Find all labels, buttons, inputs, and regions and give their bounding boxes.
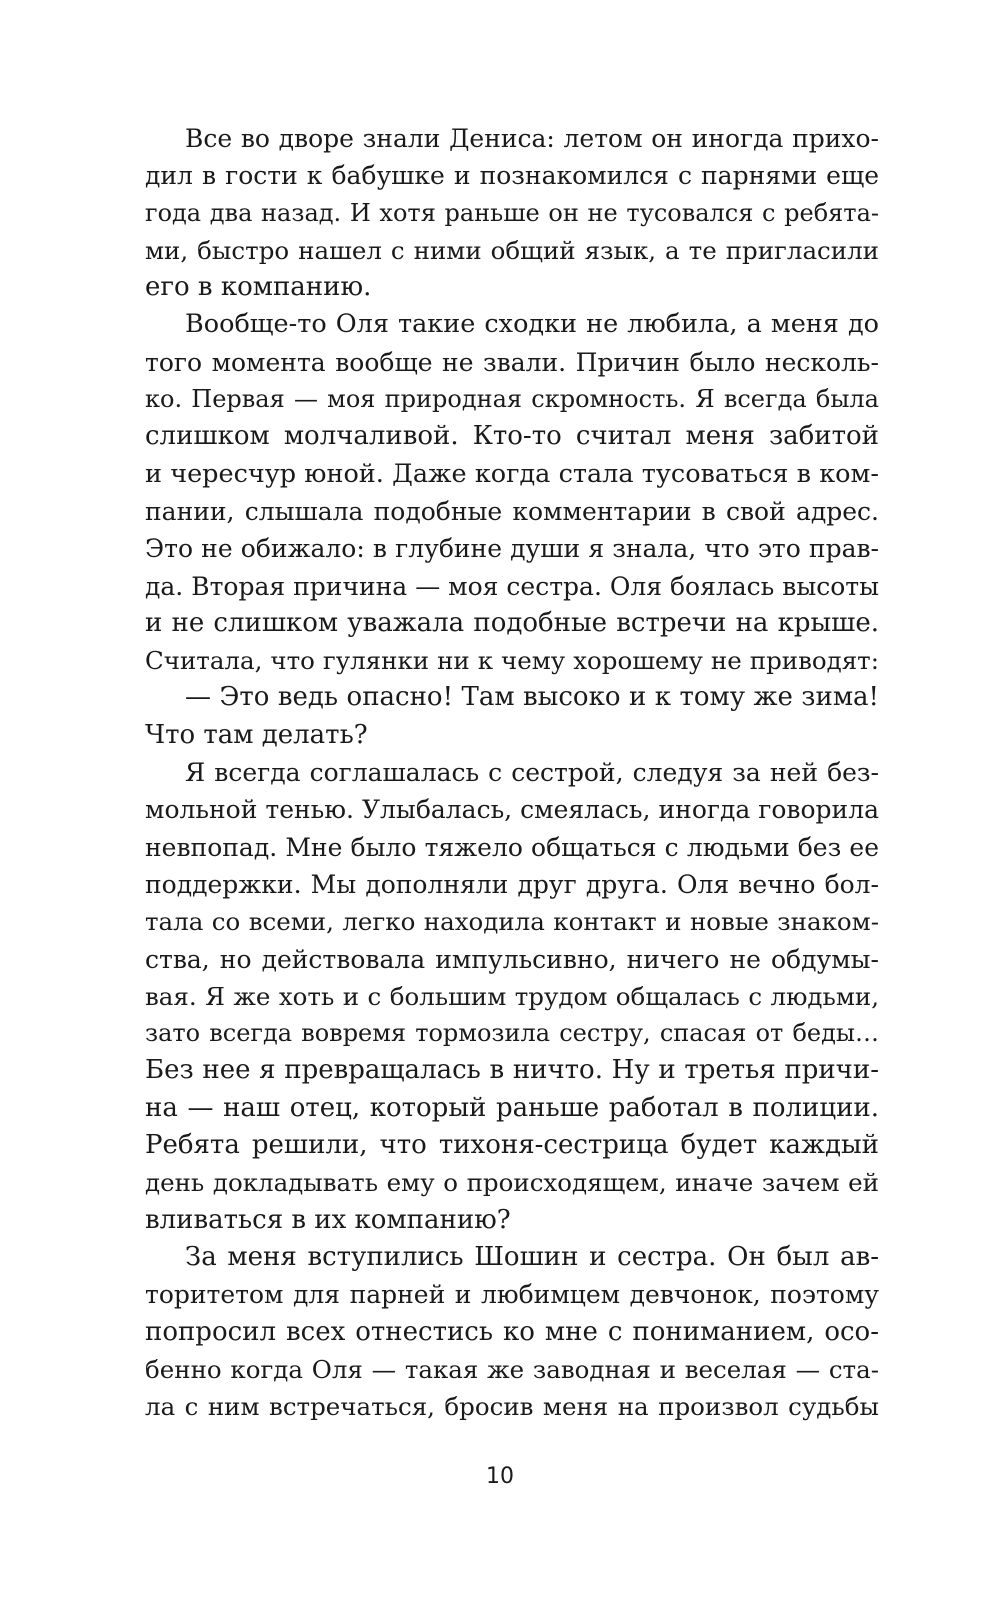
text-line: того момента вообще не звали. Причин было несколь-	[145, 347, 879, 377]
text-line: Ребята решили, что тихоня-сестрица будет каждый	[145, 1130, 879, 1161]
text-line: бенно когда Оля — такая же заводная и веселая — ста-	[145, 1354, 879, 1384]
text-line: день докладывать ему о происходящем, иначе зачем ей	[145, 1168, 879, 1198]
text-line: Это не обижало: в глубине души я знала, что это прав-	[145, 534, 879, 564]
text-line: За меня вступились Шошин и сестра. Он был ав-	[185, 1241, 879, 1272]
text-line: и не слишком уважала подобные встречи на крыше.	[145, 607, 879, 638]
text-line: и чересчур юной. Даже когда стала тусоваться в ком-	[145, 458, 879, 489]
text-line: — Это ведь опасно! Там высоко и к тому же зима!	[185, 682, 879, 713]
text-line: попросил всех отнестись ко мне с пониманием, осо-	[145, 1316, 879, 1347]
text-line: поддержки. Мы дополняли друг друга. Оля вечно бол-	[145, 869, 879, 899]
text-line: мольной тенью. Улыбалась, смеялась, иногда говорила	[145, 795, 879, 825]
text-line: торитетом для парней и любимцем девчонок, поэтому	[145, 1280, 879, 1310]
text-line: невпопад. Мне было тяжело общаться с людьми без ее	[145, 832, 879, 862]
text-line: Что там делать?	[145, 719, 368, 750]
text-line: года два назад. И хотя раньше он не тусовался с ребята-	[145, 198, 879, 227]
text-line: ства, но действовала импульсивно, ничего не обдумы-	[145, 944, 879, 974]
text-line: на — наш отец, который раньше работал в полиции.	[145, 1092, 879, 1123]
text-line: пании, слышала подобные комментарии в свой адрес.	[145, 496, 879, 526]
text-line: его в компанию.	[145, 272, 372, 303]
text-line: дил в гости к бабушке и познакомился с парнями еще	[145, 161, 879, 191]
page-number: 10	[486, 1464, 514, 1489]
text-line: да. Вторая причина — моя сестра. Оля боялась высоты	[145, 571, 879, 601]
text-line: Я всегда соглашалась с сестрой, следуя за ней без-	[185, 758, 879, 788]
text-line: тала со всеми, легко находила контакт и новые знаком-	[145, 907, 879, 937]
text-line: Все во дворе знали Дениса: летом он иногда прихо-	[185, 124, 879, 153]
text-line: Считала, что гулянки ни к чему хорошему не приводят:	[145, 646, 879, 676]
text-line: вливаться в их компанию?	[145, 1204, 511, 1235]
text-line: слишком молчаливой. Кто-то считал меня забитой	[145, 421, 879, 452]
text-line: вая. Я же хоть и с большим трудом общалась с людьми,	[145, 981, 879, 1011]
text-line: Вообще-то Оля такие сходки не любила, а меня до	[185, 309, 879, 340]
text-line: ко. Первая — моя природная скромность. Я всегда была	[145, 385, 879, 414]
text-line: зато всегда вовремя тормозила сестру, спасая от беды…	[145, 1019, 879, 1048]
text-line: Без нее я превращалась в ничто. Ну и третья причи-	[145, 1055, 879, 1086]
body-text	[145, 120, 879, 1425]
text-line: ми, быстро нашел с ними общий язык, а те пригласили	[145, 235, 879, 265]
text-line: ла с ним встречаться, бросив меня на произвол судьбы	[145, 1392, 879, 1422]
